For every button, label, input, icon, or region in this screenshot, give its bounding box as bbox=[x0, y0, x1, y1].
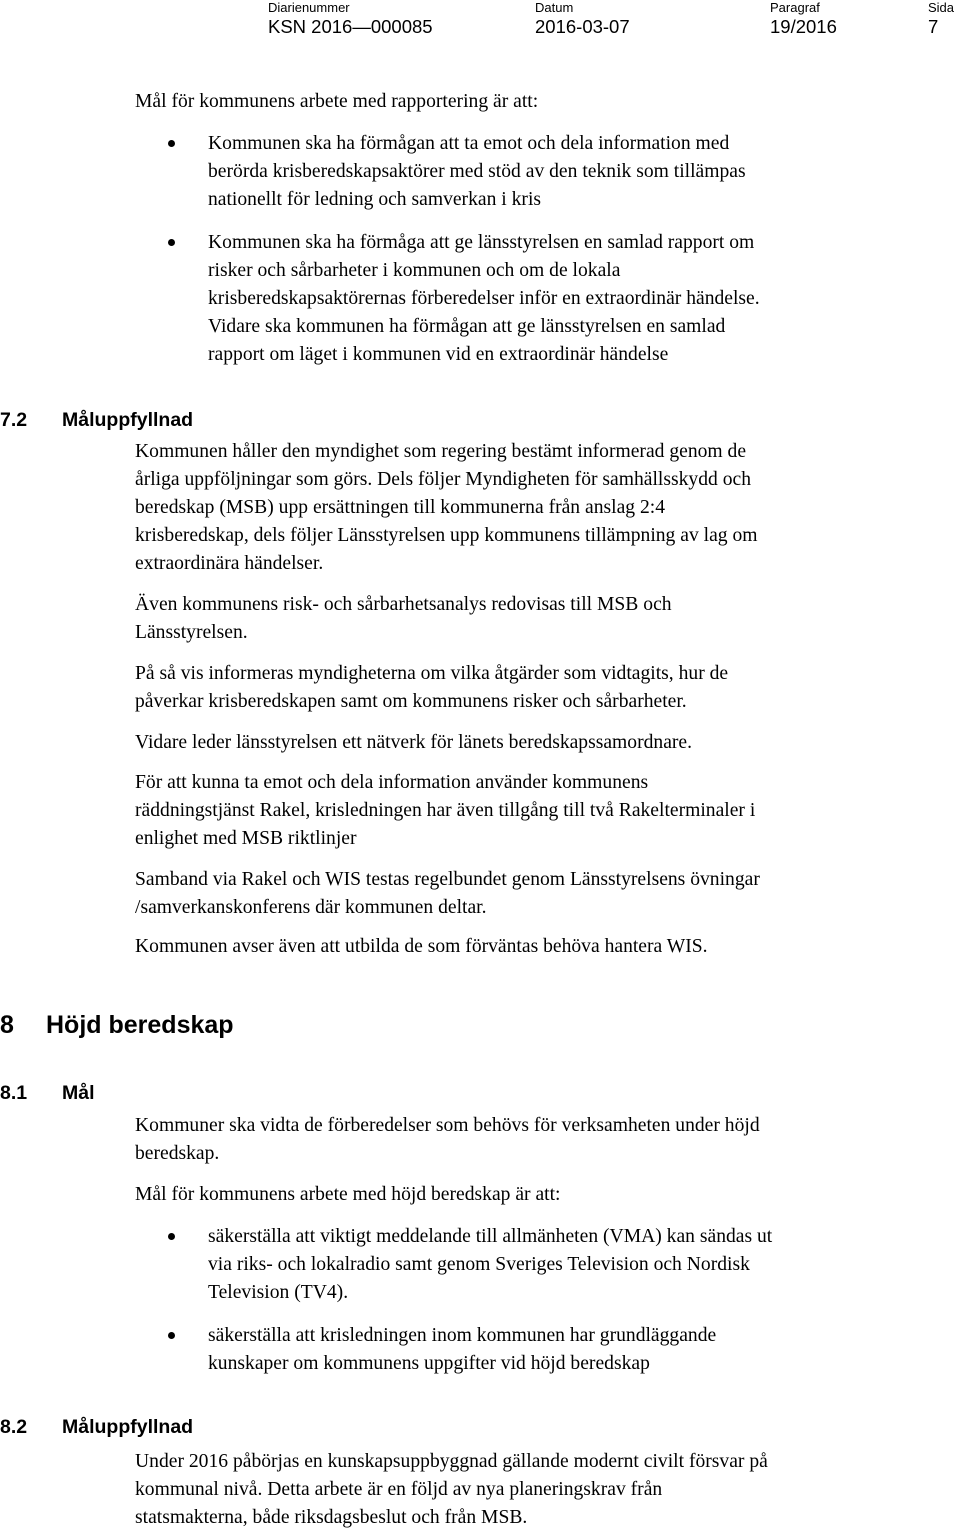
paragraph bbox=[135, 729, 925, 757]
paragraph-line: Mål för kommunens arbete med höjd beredskap är att: bbox=[135, 1184, 561, 1205]
section-title: Mål bbox=[62, 1082, 95, 1104]
paragraph-line: enlighet med MSB riktlinjer bbox=[135, 828, 357, 849]
section-number: 8.1 bbox=[0, 1082, 28, 1104]
bullet-item bbox=[208, 1322, 928, 1378]
paragraph-line: Kommuner ska vidta de förberedelser som behövs för verksamheten under höjd bbox=[135, 1115, 760, 1136]
bullet-line: krisberedskapsaktörernas förberedelser inför en extraordinär händelse. bbox=[208, 288, 760, 309]
section-heading-8-2 bbox=[0, 1415, 193, 1439]
header-diarienummer bbox=[268, 0, 433, 38]
paragraph-line: Länsstyrelsen. bbox=[135, 622, 248, 643]
paragraph bbox=[135, 769, 925, 853]
bullet-line: kunskaper om kommunens uppgifter vid höjd beredskap bbox=[208, 1353, 650, 1374]
paragraph-line: Samband via Rakel och WIS testas regelbundet genom Länsstyrelsens övningar bbox=[135, 869, 760, 890]
paragraph bbox=[135, 591, 925, 647]
section-title: Måluppfyllnad bbox=[62, 1416, 194, 1438]
diarienummer-label: Diarienummer bbox=[268, 0, 350, 15]
sida-label: Sida bbox=[928, 0, 955, 15]
datum-label: Datum bbox=[535, 0, 574, 15]
section-title: Måluppfyllnad bbox=[62, 409, 194, 431]
paragraph-line: extraordinära händelser. bbox=[135, 553, 324, 574]
paragraph-line: årliga uppföljningar som görs. Dels följer Myndigheten för samhällsskydd och bbox=[135, 469, 751, 490]
header-paragraf bbox=[770, 0, 837, 38]
header-datum bbox=[535, 0, 630, 38]
bullet-line: nationellt för ledning och samverkan i kris bbox=[208, 189, 542, 210]
paragraph-line: Även kommunens risk- och sårbarhetsanalys redovisas till MSB och bbox=[135, 594, 672, 615]
intro-paragraph: Mål för kommunens arbete med rapportering är att: bbox=[135, 91, 539, 112]
paragraph bbox=[135, 866, 925, 922]
bullet-line: via riks- och lokalradio samt genom Sveriges Television och Nordisk bbox=[208, 1254, 750, 1275]
paragraph-line: Under 2016 påbörjas en kunskapsuppbyggnad gällande modernt civilt försvar på bbox=[135, 1451, 768, 1472]
paragraph-line: beredskap (MSB) upp ersättningen till kommunerna från anslag 2:4 bbox=[135, 497, 665, 518]
paragraph-line: Kommunen avser även att utbilda de som förväntas behöva hantera WIS. bbox=[135, 936, 708, 957]
paragraph-line: Vidare leder länsstyrelsen ett nätverk för länets beredskapssamordnare. bbox=[135, 732, 693, 753]
bullet-line: berörda krisberedskapsaktörer med stöd av den teknik som tillämpas bbox=[208, 161, 746, 182]
section-number: 7.2 bbox=[0, 409, 28, 431]
bullet-item bbox=[208, 130, 928, 214]
section-heading-8-1 bbox=[0, 1081, 95, 1105]
bullet-dot bbox=[168, 1233, 175, 1240]
paragraph-line: påverkar krisberedskapen samt om kommunens risker och sårbarheter. bbox=[135, 691, 687, 712]
bullet-line: Vidare ska kommunen ha förmågan att ge länsstyrelsen en samlad bbox=[208, 316, 726, 337]
bullet-dot bbox=[168, 140, 175, 147]
paragraph-line: /samverkanskonferens där kommunen deltar. bbox=[135, 897, 487, 918]
paragraph-line: För att kunna ta emot och dela information använder kommunens bbox=[135, 772, 649, 793]
section-number: 8.2 bbox=[0, 1416, 28, 1438]
bullet-line: Kommunen ska ha förmågan att ta emot och dela information med bbox=[208, 133, 730, 154]
paragraf-label: Paragraf bbox=[770, 0, 820, 15]
chapter-heading-8 bbox=[0, 1010, 234, 1040]
bullet-item bbox=[208, 1223, 928, 1307]
paragraph-line: På så vis informeras myndigheterna om vilka åtgärder som vidtagits, hur de bbox=[135, 663, 729, 684]
paragraph bbox=[135, 438, 925, 578]
bullet-line: säkerställa att krisledningen inom kommunen har grundläggande bbox=[208, 1325, 717, 1346]
chapter-title: Höjd beredskap bbox=[46, 1011, 234, 1039]
bullet-line: Kommunen ska ha förmåga att ge länsstyrelsen en samlad rapport om bbox=[208, 232, 755, 253]
bullet-line: Television (TV4). bbox=[208, 1282, 349, 1303]
bullet-line: rapport om läget i kommunen vid en extraordinär händelse bbox=[208, 344, 669, 365]
bullet-item bbox=[208, 229, 928, 369]
paragraph-line: räddningstjänst Rakel, krisledningen har även tillgång till två Rakelterminaler i bbox=[135, 800, 756, 821]
paragraph bbox=[135, 933, 925, 961]
sida-value: 7 bbox=[928, 16, 939, 37]
paragraph bbox=[135, 1112, 925, 1168]
chapter-number: 8 bbox=[0, 1011, 14, 1039]
paragraph-line: Kommunen håller den myndighet som regering bestämt informerad genom de bbox=[135, 441, 747, 462]
paragraph bbox=[135, 1181, 925, 1209]
bullet-dot bbox=[168, 239, 175, 246]
paragraph-line: krisberedskap, dels följer Länsstyrelsen upp kommunens tillämpning av lag om bbox=[135, 525, 758, 546]
diarienummer-value: KSN 2016—000085 bbox=[268, 16, 433, 37]
paragraph-line: statsmakterna, både riksdagsbeslut och från MSB. bbox=[135, 1507, 528, 1528]
paragraph bbox=[135, 660, 925, 716]
datum-value: 2016-03-07 bbox=[535, 16, 630, 37]
section-heading-7-2 bbox=[0, 408, 193, 432]
bullet-dot bbox=[168, 1332, 175, 1339]
bullet-line: risker och sårbarheter i kommunen och om de lokala bbox=[208, 260, 621, 281]
paragraf-value: 19/2016 bbox=[770, 16, 837, 37]
bullet-line: säkerställa att viktigt meddelande till allmänheten (VMA) kan sändas ut bbox=[208, 1226, 773, 1247]
paragraph bbox=[135, 1448, 925, 1532]
paragraph-line: kommunal nivå. Detta arbete är en följd av nya planeringskrav från bbox=[135, 1479, 663, 1500]
paragraph-line: beredskap. bbox=[135, 1143, 220, 1164]
header-sida bbox=[928, 0, 954, 38]
